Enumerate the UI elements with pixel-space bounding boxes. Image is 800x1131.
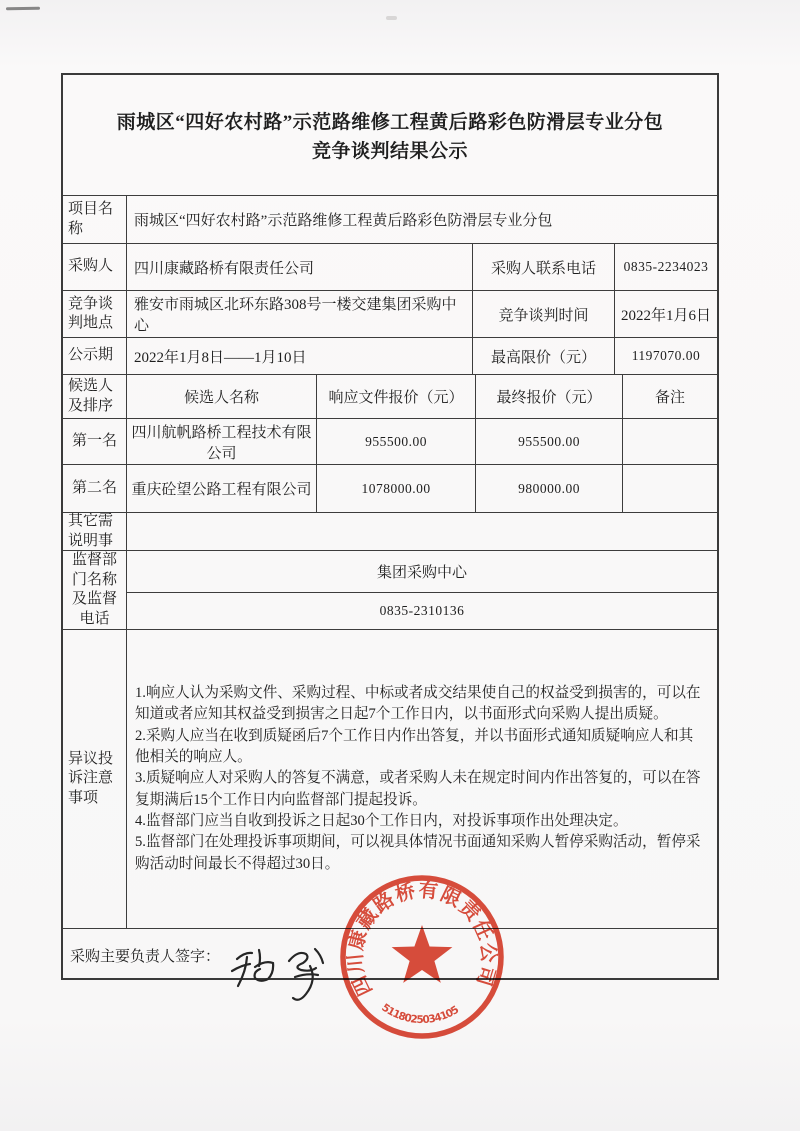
title-line-1: 雨城区“四好农村路”示范路维修工程黄后路彩色防滑层专业分包 bbox=[116, 111, 664, 133]
objection-item-3: 3.质疑响应人对采购人的答复不满意，或者采购人未在规定时间内作出答复的，可以在答复期满后15个工作日内向监督部门提起投诉。 bbox=[135, 770, 701, 808]
max-price-label: 最高限价（元） bbox=[472, 338, 614, 374]
candidates-header-row bbox=[63, 374, 717, 418]
objection-item-1: 1.响应人认为采购文件、采购过程、中标或者成交结果使自己的权益受到损害的，可以在知道或者应知其权益受到损害之日起7个工作日内，以书面形式向采购人提出质疑。 bbox=[135, 685, 701, 723]
candidates-row-label: 候选人及排序 bbox=[68, 378, 114, 414]
remark-header: 备注 bbox=[622, 375, 717, 418]
rank-1-label: 第一名 bbox=[71, 432, 117, 449]
purchaser-phone-value: 0835-2234023 bbox=[614, 244, 717, 290]
candidate-name-header: 候选人名称 bbox=[126, 375, 316, 418]
max-price-value: 1197070.00 bbox=[614, 338, 717, 374]
negotiation-time-label: 竞争谈判时间 bbox=[472, 291, 614, 337]
candidate-1-doc-price: 955500.00 bbox=[316, 419, 475, 464]
publicity-period-label: 公示期 bbox=[68, 347, 114, 364]
project-name-label: 项目名称 bbox=[68, 201, 114, 237]
other-notes-value bbox=[126, 513, 717, 550]
seal-company-name: 四川康藏路桥有限责任公司 bbox=[345, 880, 499, 999]
purchaser-value: 四川康藏路桥有限责任公司 bbox=[126, 244, 472, 290]
candidate-row-2 bbox=[63, 464, 717, 512]
project-name-value: 雨城区“四好农村路”示范路维修工程黄后路彩色防滑层专业分包 bbox=[126, 196, 717, 243]
candidate-2-name: 重庆砼望公路工程有限公司 bbox=[126, 465, 316, 512]
supervision-label: 监督部门名称及监督电话 bbox=[71, 552, 117, 627]
doc-price-header: 响应文件报价（元） bbox=[316, 375, 475, 418]
objection-item-5: 5.监督部门在处理投诉事项期间，可以视具体情况书面通知采购人暂停采购活动，暂停采购活动时间最长不得超过30日。 bbox=[135, 834, 701, 872]
handwritten-signature bbox=[223, 935, 343, 1007]
announcement-table bbox=[61, 73, 719, 980]
other-notes-label: 其它需说明事 bbox=[68, 513, 114, 549]
candidate-1-final-price: 955500.00 bbox=[475, 419, 622, 464]
purchaser-phone-label: 采购人联系电话 bbox=[472, 244, 614, 290]
seal-number: 5118025034105 bbox=[379, 1001, 464, 1027]
candidate-2-remark bbox=[622, 465, 717, 512]
title-row bbox=[63, 75, 717, 195]
scan-artifact bbox=[6, 7, 40, 11]
purchaser-label: 采购人 bbox=[68, 258, 114, 275]
objection-item-4: 4.监督部门应当自收到投诉之日起30个工作日内，对投诉事项作出处理决定。 bbox=[135, 812, 628, 829]
purchaser-row bbox=[63, 243, 717, 290]
project-name-row bbox=[63, 195, 717, 243]
negotiation-time-value: 2022年1月6日 bbox=[614, 291, 717, 337]
supervision-department: 集团采购中心 bbox=[376, 565, 467, 581]
svg-text:5118025034105 bbox=[379, 1002, 463, 1027]
supervision-row bbox=[63, 550, 717, 629]
document-title bbox=[63, 75, 717, 195]
other-notes-row bbox=[63, 512, 717, 550]
objection-label: 异议投诉注意事项 bbox=[68, 750, 114, 806]
seal-star bbox=[392, 925, 453, 983]
candidate-1-name: 四川航帆路桥工程技术有限公司 bbox=[126, 419, 316, 464]
candidate-row-1 bbox=[63, 418, 717, 464]
candidate-2-doc-price: 1078000.00 bbox=[316, 465, 475, 512]
negotiation-place-label: 竞争谈判地点 bbox=[68, 295, 114, 331]
signature-label: 采购主要负责人签字： bbox=[70, 949, 221, 965]
scan-artifact bbox=[386, 16, 397, 20]
candidate-1-remark bbox=[622, 419, 717, 464]
supervision-values bbox=[126, 551, 717, 629]
objection-item-2: 2.采购人应当在收到质疑函后7个工作日内作出答复，并以书面形式通知质疑响应人和其他相关的响应人。 bbox=[135, 727, 694, 766]
candidate-2-final-price: 980000.00 bbox=[475, 465, 622, 512]
publicity-row bbox=[63, 337, 717, 374]
title-line-2: 竞争谈判结果公示 bbox=[311, 141, 468, 162]
rank-2-label: 第二名 bbox=[71, 479, 117, 496]
negotiation-place-value: 雅安市雨城区北环东路308号一楼交建集团采购中心 bbox=[126, 291, 472, 337]
negotiation-row bbox=[63, 290, 717, 337]
supervision-phone: 0835-2310136 bbox=[127, 592, 717, 629]
publicity-period-value: 2022年1月8日——1月10日 bbox=[126, 338, 472, 374]
final-price-header: 最终报价（元） bbox=[475, 375, 622, 418]
company-seal bbox=[334, 869, 510, 1045]
